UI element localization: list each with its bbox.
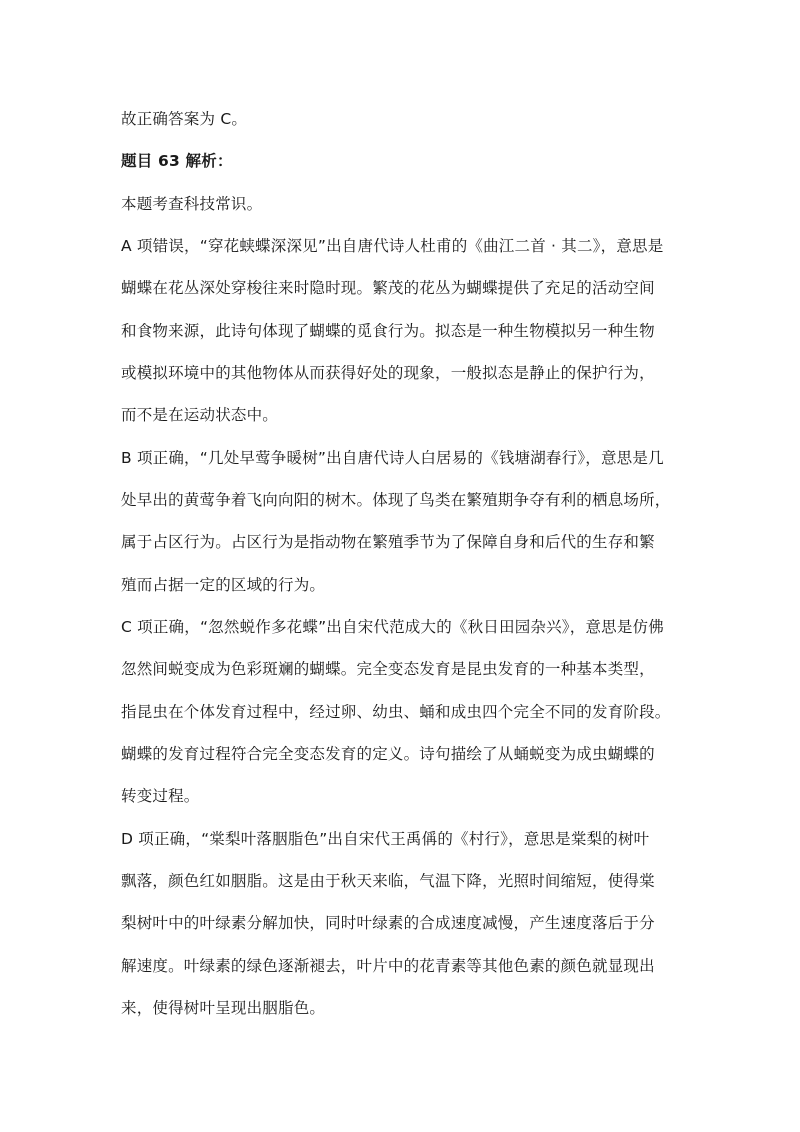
text-line: 指昆虫在个体发育过程中，经过卵、幼虫、蛹和成虫四个完全不同的发育阶段。 bbox=[121, 703, 671, 721]
text-line: 本题考查科技常识。 bbox=[121, 195, 263, 213]
text-line: 殖而占据一定的区域的行为。 bbox=[121, 576, 326, 594]
answer-line: 故正确答案为 C。 bbox=[121, 110, 248, 128]
text-line: 而不是在运动状态中。 bbox=[121, 406, 279, 424]
option-d-line: D 项正确，“棠梨叶落胭脂色”出自宋代王禹偁的《村行》，意思是棠梨的树叶 bbox=[121, 830, 650, 848]
text-line: 飘落，颜色红如胭脂。这是由于秋天来临，气温下降，光照时间缩短，使得棠 bbox=[121, 872, 655, 890]
text-line: 或模拟环境中的其他物体从而获得好处的现象，一般拟态是静止的保护行为， bbox=[121, 364, 655, 382]
text-line: 属于占区行为。占区行为是指动物在繁殖季节为了保障自身和后代的生存和繁 bbox=[121, 533, 655, 551]
option-b-line: B 项正确，“几处早莺争暖树”出自唐代诗人白居易的《钱塘湖春行》，意思是几 bbox=[121, 449, 664, 467]
option-c-line: C 项正确，“忽然蜕作多花蝶”出自宋代范成大的《秋日田园杂兴》，意思是仿佛 bbox=[121, 618, 664, 636]
option-a-line: A 项错误，“穿花蛱蝶深深见”出自唐代诗人杜甫的《曲江二首 · 其二》，意思是 bbox=[121, 237, 664, 255]
text-line: 解速度。叶绿素的绿色逐渐褪去，叶片中的花青素等其他色素的颜色就显现出 bbox=[121, 957, 655, 975]
text-line: 转变过程。 bbox=[121, 787, 200, 805]
text-line: 忽然间蜕变成为色彩斑斓的蝴蝶。完全变态发育是昆虫发育的一种基本类型， bbox=[121, 660, 655, 678]
text-line: 处早出的黄莺争着飞向向阳的树木。体现了鸟类在繁殖期争夺有利的栖息场所， bbox=[121, 491, 671, 509]
text-line: 蝴蝶的发育过程符合完全变态发育的定义。诗句描绘了从蛹蜕变为成虫蝴蝶的 bbox=[121, 745, 655, 763]
text-line: 和食物来源，此诗句体现了蝴蝶的觅食行为。拟态是一种生物模拟另一种生物 bbox=[121, 322, 655, 340]
text-line: 梨树叶中的叶绿素分解加快，同时叶绿素的合成速度减慢，产生速度落后于分 bbox=[121, 914, 655, 932]
text-line: 来，使得树叶呈现出胭脂色。 bbox=[121, 999, 326, 1017]
text-line: 蝴蝶在花丛深处穿梭往来时隐时现。繁茂的花丛为蝴蝶提供了充足的活动空间 bbox=[121, 279, 655, 297]
question-heading: 题目 63 解析： bbox=[121, 152, 233, 170]
